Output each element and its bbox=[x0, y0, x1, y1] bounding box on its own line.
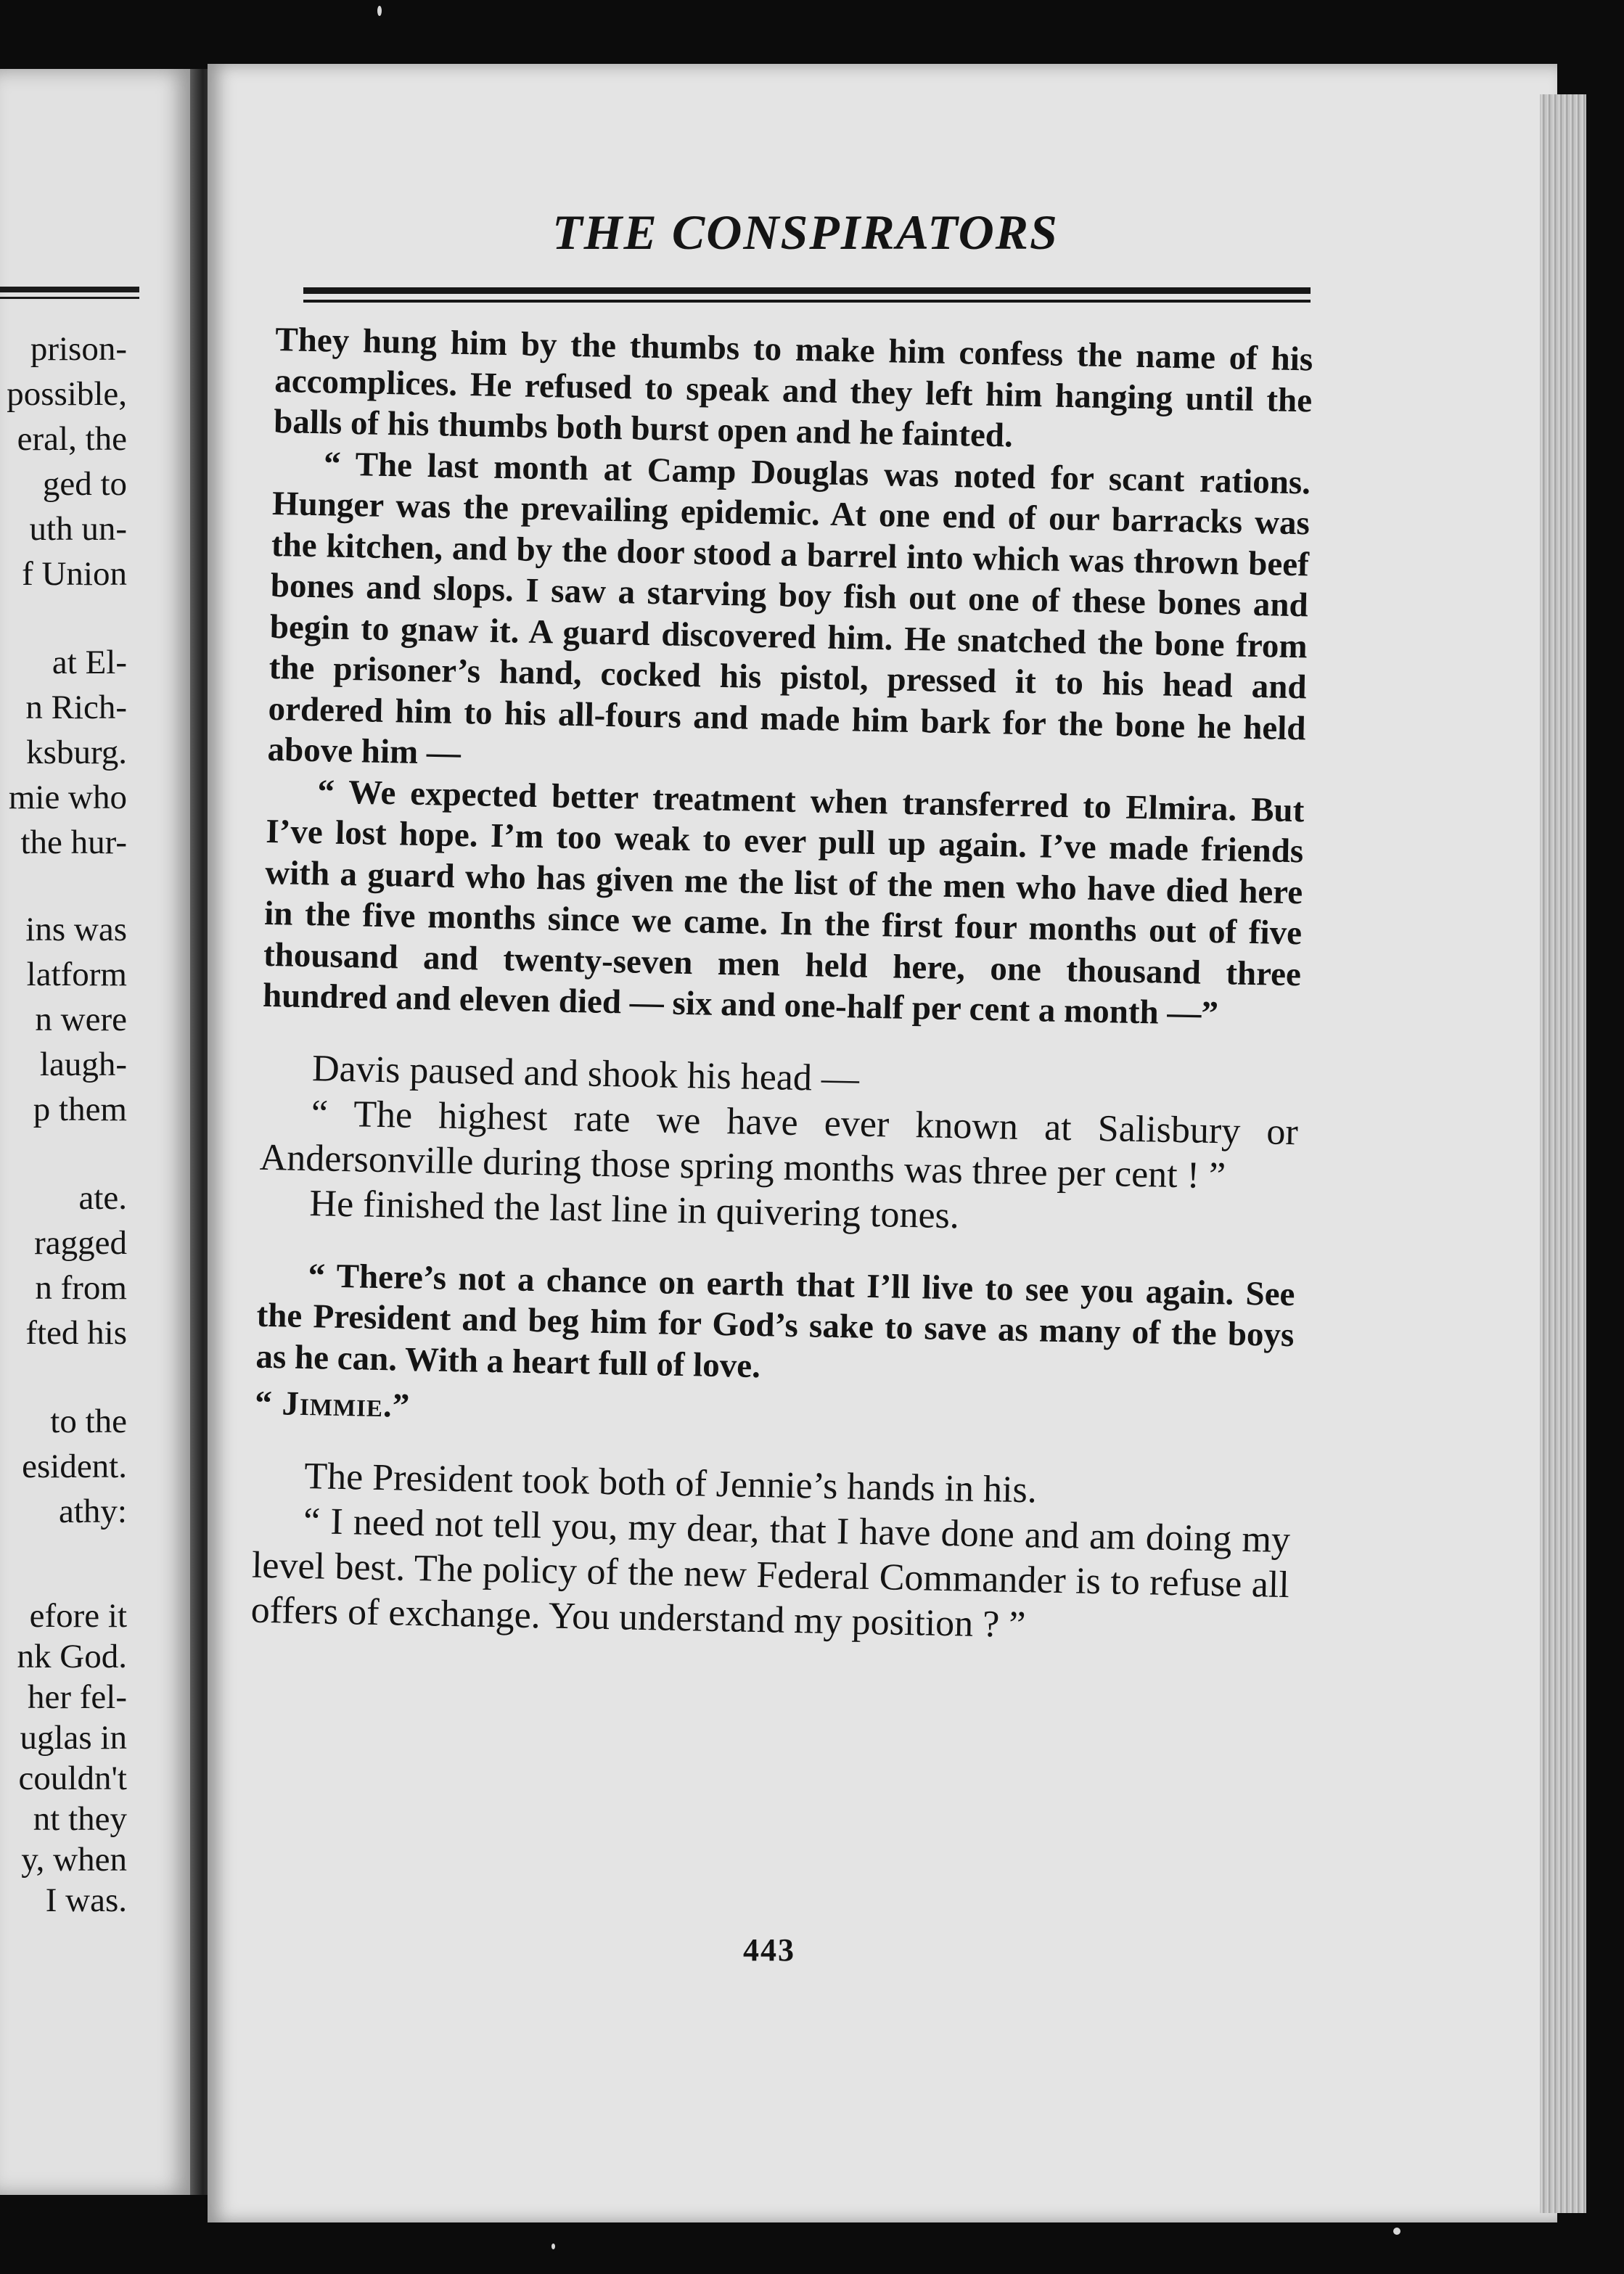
facing-page-line: I was. bbox=[45, 1881, 127, 1919]
paragraph: He finished the last line in quivering tones. bbox=[309, 1182, 960, 1236]
facing-page-line: laugh- bbox=[39, 1046, 127, 1083]
facing-page-line: nt they bbox=[33, 1800, 127, 1838]
facing-page-line: ged to bbox=[42, 465, 127, 503]
paragraph: “ The highest rate we have ever known at Salisbury or Andersonville during those spring months was three per cent ! ” bbox=[259, 1092, 1299, 1196]
facing-page-line: uglas in bbox=[20, 1719, 127, 1757]
facing-page-rule bbox=[0, 287, 139, 299]
facing-page-line: ragged bbox=[34, 1224, 127, 1262]
header-rule-thin bbox=[303, 300, 1311, 303]
film-speck bbox=[1393, 2228, 1401, 2235]
facing-page-line: to the bbox=[50, 1403, 127, 1440]
facing-page-line: ate. bbox=[78, 1179, 127, 1217]
facing-page-line: her fel- bbox=[28, 1678, 127, 1716]
facing-page-line: fted his bbox=[25, 1314, 127, 1352]
facing-page-line: efore it bbox=[29, 1597, 127, 1635]
facing-page-line: athy: bbox=[59, 1493, 127, 1530]
facing-page-line: y, when bbox=[21, 1841, 127, 1879]
facing-page-line: at El- bbox=[52, 644, 127, 681]
facing-page-line: mie who bbox=[8, 779, 127, 816]
facing-page-line: f Union bbox=[22, 555, 127, 593]
film-speck bbox=[377, 6, 382, 16]
paragraph: Davis paused and shook his head — bbox=[311, 1047, 860, 1100]
facing-page-line: possible, bbox=[7, 375, 127, 413]
page-number: 443 bbox=[743, 1932, 795, 1968]
facing-page bbox=[0, 69, 192, 2195]
facing-page-line: uth un- bbox=[29, 510, 127, 548]
paragraph: “ The last month at Camp Douglas was noted for scant rations. Hunger was the prevailing epidemic. At one end of our barracks was the kitchen, and by the door stood a barrel into which was thrown beef bones and slops. I saw a starving boy fish out one of these bones and begin to gnaw it. A guard discovered him. He snatched the bone from the prisoner’s hand, cocked his pistol, pressed it to his head and ordered him to his all-fours and made him bark for the bone he held above him — bbox=[267, 444, 1311, 772]
facing-page-line: eral, the bbox=[17, 420, 127, 458]
film-speck bbox=[551, 2244, 555, 2249]
facing-page-line: nk God. bbox=[17, 1638, 127, 1675]
letter-paragraph: “ There’s not a chance on earth that I’ll live to see you again. See the President and beg him for God’s sake to save as many of the boys as he can. With a heart full of love. bbox=[255, 1256, 1295, 1385]
paragraph: They hung him by the thumbs to make him confess the name of his accomplices. He refused to speak and they left him hanging until the balls of his thumbs both burst open and he fainted. bbox=[273, 320, 1313, 455]
facing-page-line: couldn't bbox=[18, 1760, 127, 1797]
page-body bbox=[250, 319, 1313, 1653]
paragraph: “ I need not tell you, my dear, that I have done and am doing my level best. The policy of the new Federal Commander is to refuse all offers of exchange. You understand my position ? ” bbox=[250, 1500, 1291, 1646]
facing-page-line: the hur- bbox=[20, 824, 127, 861]
running-head: THE CONSPIRATORS bbox=[552, 205, 1059, 260]
letter-signature: “ Jimmie.” bbox=[254, 1384, 411, 1425]
facing-page-line: n were bbox=[35, 1001, 127, 1038]
facing-page-line: latform bbox=[26, 956, 127, 993]
paragraph: “ We expected better treatment when transferred to Elmira. But I’ve lost hope. I’m too weak to ever pull up again. I’ve made friends with a guard who has given me the list of the men who have died here in the five months since we came. In the first four months out of five thousand and twenty-seven men held here, one thousand three hundred and eleven died — six and one-half per cent a month —” bbox=[262, 772, 1305, 1033]
facing-page-line: prison- bbox=[30, 330, 127, 368]
page-edges bbox=[1540, 94, 1586, 2213]
facing-page-line: ksburg. bbox=[26, 734, 127, 771]
facing-page-line: ins was bbox=[25, 911, 127, 948]
paragraph: The President took both of Jennie’s hands in his. bbox=[303, 1455, 1038, 1511]
header-rule-thick bbox=[303, 287, 1311, 294]
facing-page-line: n Rich- bbox=[25, 689, 127, 726]
facing-page-line: p them bbox=[33, 1091, 127, 1128]
facing-page-line: esident. bbox=[22, 1448, 127, 1485]
facing-page-line: n from bbox=[35, 1269, 127, 1307]
